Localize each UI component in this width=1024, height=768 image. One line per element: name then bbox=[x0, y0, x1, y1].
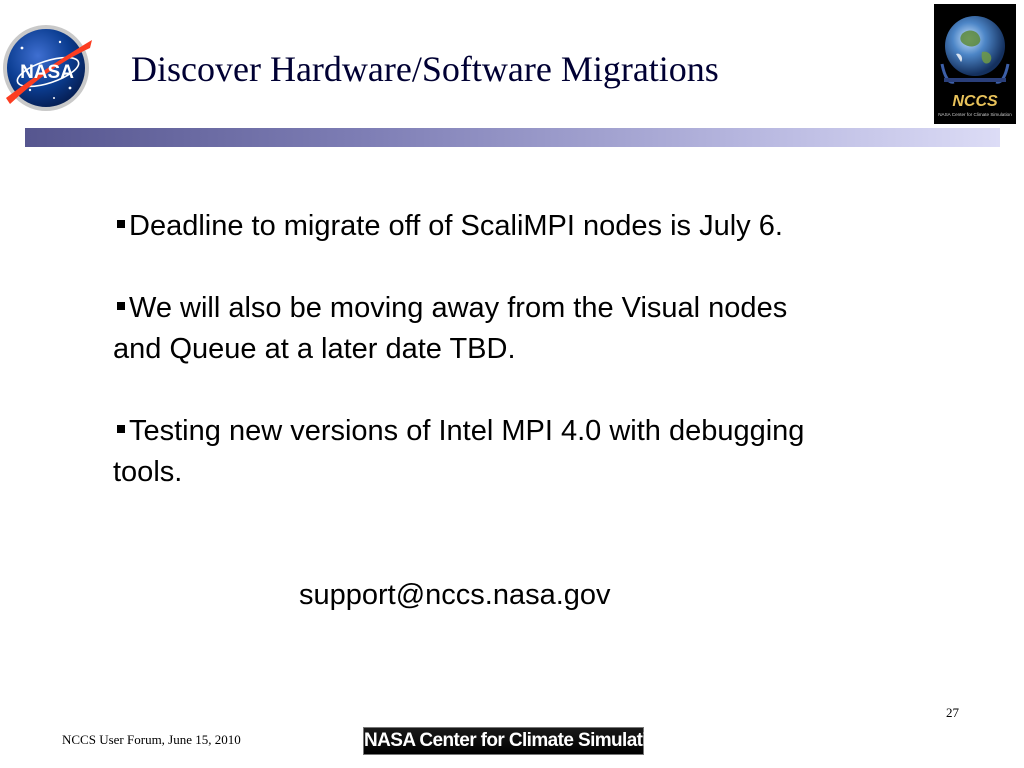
bullet-text: Deadline to migrate off of ScaliMPI nodes is July 6. bbox=[129, 210, 783, 242]
bullet-item bbox=[113, 206, 833, 247]
bullet-item bbox=[113, 411, 833, 493]
square-bullet-icon bbox=[117, 220, 125, 228]
nccs-logo bbox=[934, 4, 1016, 124]
square-bullet-icon bbox=[117, 425, 125, 433]
slide-title: Discover Hardware/Software Migrations bbox=[131, 49, 719, 89]
nasa-logo-text: NASA bbox=[20, 62, 74, 83]
title-underline-bar bbox=[25, 128, 1000, 147]
nccs-earth-logo-icon bbox=[934, 4, 1016, 124]
nccs-logo-subtext: NASA Center for Climate Simulation bbox=[938, 112, 1012, 117]
nasa-meatball-logo-icon bbox=[0, 18, 96, 114]
bullet-list bbox=[113, 206, 833, 493]
bullet-text: We will also be moving away from the Visual nodes and Queue at a later date TBD. bbox=[113, 292, 788, 365]
support-email: support@nccs.nasa.gov bbox=[299, 579, 611, 611]
nccs-logo-text: NCCS bbox=[952, 93, 998, 110]
square-bullet-icon bbox=[117, 302, 125, 310]
page-number: 27 bbox=[946, 705, 959, 720]
footer-event: NCCS User Forum, June 15, 2010 bbox=[62, 732, 241, 747]
bullet-text: Testing new versions of Intel MPI 4.0 with debugging tools. bbox=[113, 415, 805, 488]
bullet-item bbox=[113, 288, 833, 370]
footer-banner: NASA Center for Climate Simulation bbox=[363, 727, 644, 755]
nasa-logo bbox=[0, 18, 96, 114]
